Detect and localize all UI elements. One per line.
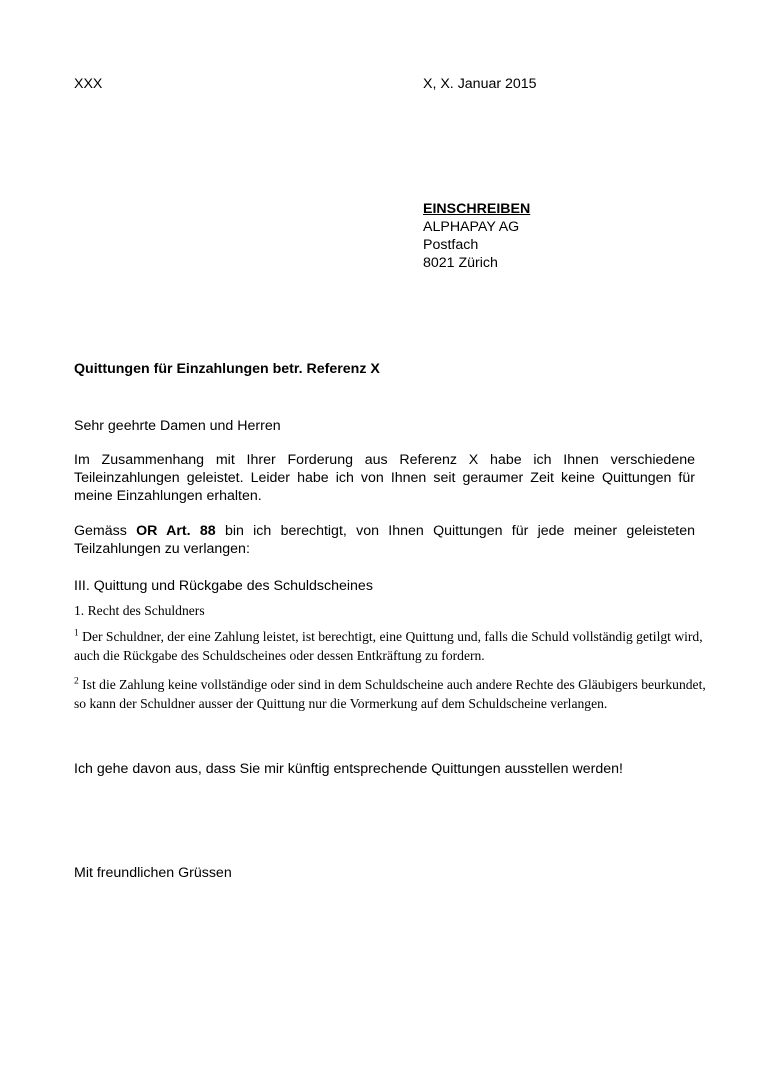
closing-regards: Mit freundlichen Grüssen bbox=[74, 865, 232, 881]
law-paragraph-1-number: 1 bbox=[74, 628, 79, 639]
law-paragraph-2-text: Ist die Zahlung keine vollständige oder sind in dem Schuldscheine auch andere Rechte des Gläubigers beurkundet, so kann der Schuldner ausser der Quittung nur die Vormerkung auf dem Schuldscheine verlangen. bbox=[74, 677, 706, 711]
recipient-company: ALPHAPAY AG bbox=[423, 219, 520, 235]
law-paragraph-2-number: 2 bbox=[74, 676, 79, 687]
letter-subject: Quittungen für Einzahlungen betr. Referenz X bbox=[74, 361, 380, 377]
body-paragraph-2 bbox=[74, 522, 695, 558]
paragraph-2-intro: Gemäss bbox=[74, 523, 137, 539]
recipient-city: 8021 Zürich bbox=[423, 255, 498, 271]
recipient-postbox: Postfach bbox=[423, 237, 479, 253]
law-title: 1. Recht des Schuldners bbox=[74, 603, 205, 618]
sender-name: XXX bbox=[74, 76, 103, 92]
salutation: Sehr geehrte Damen und Herren bbox=[74, 418, 281, 434]
recipient-address bbox=[423, 200, 723, 272]
quote-heading: III. Quittung und Rückgabe des Schuldscheines bbox=[74, 578, 373, 594]
paragraph-2-rest: bin ich berechtigt, von Ihnen Quittungen für jede meiner geleisteten Teilzahlungen zu verlangen: bbox=[74, 523, 695, 557]
law-paragraph-1-text: Der Schuldner, der eine Zahlung leistet, ist berechtigt, eine Quittung und, falls die Schuld vollständig getilgt wird, auch die Rückgabe des Schuldscheines oder dessen Entkräftung zu fordern. bbox=[74, 629, 703, 663]
letter-date: X, X. Januar 2015 bbox=[423, 76, 537, 92]
law-paragraph-2 bbox=[74, 675, 714, 713]
closing-statement: Ich gehe davon aus, dass Sie mir künftig entsprechende Quittungen ausstellen werden! bbox=[74, 761, 623, 777]
registered-mail-label: EINSCHREIBEN bbox=[423, 201, 531, 217]
body-paragraph-1: Im Zusammenhang mit Ihrer Forderung aus Referenz X habe ich Ihnen verschiedene Teileinzahlungen geleistet. Leider habe ich von Ihnen seit geraumer Zeit keine Quittungen für meine Einzahlungen erhalten. bbox=[74, 452, 695, 504]
law-reference: OR Art. 88 bbox=[136, 523, 216, 539]
law-paragraph-1 bbox=[74, 627, 714, 665]
